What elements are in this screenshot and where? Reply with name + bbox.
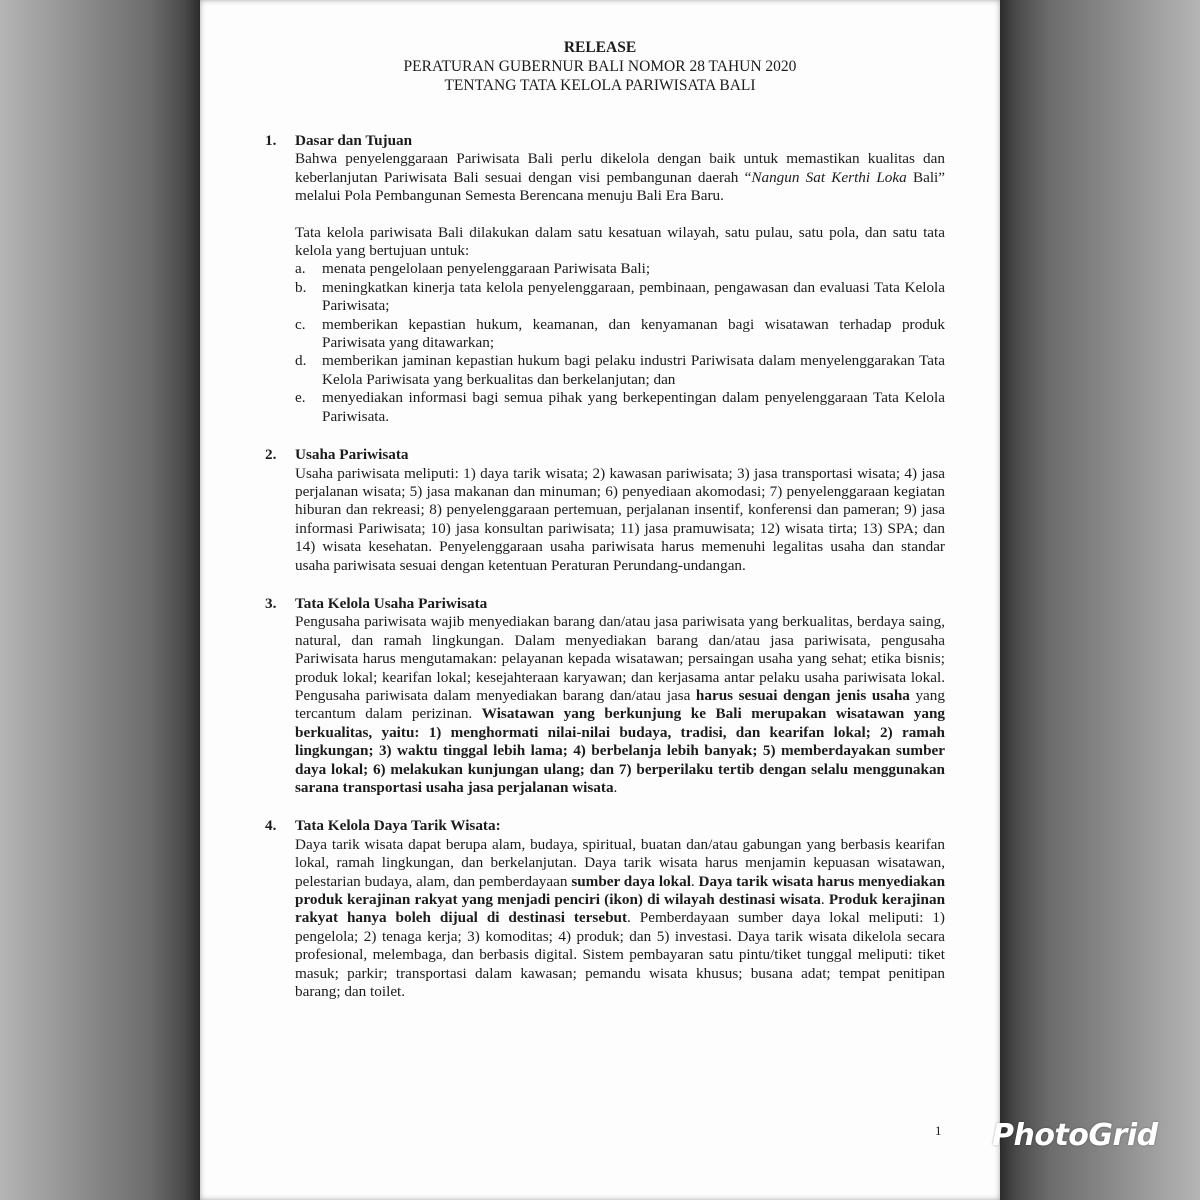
list-item-text: memberikan kepastian hukum, keamanan, dan kenyamanan bagi wisatawan terhadap produk Pariwisata yang ditawarkan; [322,315,945,352]
list-marker: b. [295,278,307,296]
section-3 [262,595,945,797]
regulation-title: PERATURAN GUBERNUR BALI NOMOR 28 TAHUN 2020 [403,58,797,75]
paragraph-text: Daya tarik wisata dapat berupa alam, budaya, spiritual, buatan dan/atau gabungan yang berbasis kearifan lokal, ramah lingkungan, dan berkelanjutan. Daya tarik wisata harus menjamin kepuasan wisatawan, pelestarian budaya, alam, dan pemberdayaan [295,835,945,890]
list-item [295,316,945,353]
paragraph-text: Pengusaha pariwisata wajib menyediakan barang dan/atau jasa pariwisata yang berkualitas, berdaya saing, natural, dan ramah lingkungan. Dalam menyediakan barang dan/atau jasa pariwisata, pengusaha Pariwisata harus mengutamakan: pelayanan kepada wisatawan; persaingan usaha yang sehat; etika bisnis; produk lokal; kearifan lokal; kesejahteraan karyawan; dan kerjasama antar pelaku usaha pariwisata lokal. Pengusaha pariwisata dalam menyediakan barang dan/atau jasa [295,613,945,704]
section-title: Dasar dan Tujuan [295,132,413,149]
document-page [200,0,1000,1200]
section-title: Tata Kelola Daya Tarik Wisata: [295,817,501,835]
list-marker: a. [295,260,306,278]
document-header [200,38,1000,95]
list-item-text: memberikan jaminan kepastian hukum bagi pelaku industri Pariwisata dalam menyelenggarakan Tata Kelola Pariwisata yang berkualitas dan berkelanjutan; dan [322,352,945,388]
document-body [262,132,945,1001]
section-number: 1. [265,132,277,149]
bold-phrase: Daya tarik wisata harus menyediakan produk kerajinan rakyat yang menjadi penciri (ikon) di wilayah destinasi wisata [295,872,946,909]
list-item-text: meningkatkan kinerja tata kelola penyelenggaraan, pembinaan, pengawasan dan evaluasi Tata Kelola Pariwisata; [322,278,945,315]
italic-phrase: Nangun Sat Kerthi Loka [751,168,907,186]
section-2 [262,446,945,575]
section-number: 3. [265,594,277,612]
section-1 [262,132,945,426]
left-gray-border [0,0,200,1200]
paragraph-text: Bahwa penyelenggaraan Pariwisata Bali perlu dikelola dengan baik untuk memastikan kualitas dan keberlanjutan Pariwisata Bali sesuai dengan visi pembangunan daerah “ [295,150,945,186]
list-item-text: menyediakan informasi bagi semua pihak yang berkepentingan dalam penyelenggaraan Tata Kelola Pariwisata. [322,389,945,425]
bold-phrase: Produk kerajinan rakyat hanya boleh dijual di destinasi tersebut [295,891,946,927]
list-item-text: menata pengelolaan penyelenggaraan Pariwisata Bali; [322,260,651,278]
section-paragraph [295,836,945,1002]
section-title: Tata Kelola Usaha Pariwisata [295,594,488,612]
section-paragraph [295,613,945,797]
list-item [295,352,945,389]
section-paragraph [295,150,945,205]
section-paragraph: Tata kelola pariwisata Bali dilakukan dalam satu kesatuan wilayah, satu pulau, satu pola, dan satu tata kelola yang bertujuan untuk: [295,223,945,260]
paragraph-text: . [820,891,829,909]
list-item [295,260,945,278]
right-gray-border [1000,0,1200,1200]
paragraph-text: . [690,872,699,890]
list-marker: d. [295,352,307,370]
paragraph-text: . Pemberdayaan sumber daya lokal meliputi: 1) pengelola; 2) tenaga kerja; 3) komoditas; 4) produk; dan 5) investasi. Daya tarik wisata dikelola secara profesional, melembaga, dan berbasis digital. Sistem pembayaran satu pintu/tiket tunggal meliputi: tiket masuk; parkir; transportasi dalam kawasan; pemandu wisata khusus; busana adat; tempat penitipan barang; dan toilet. [295,909,945,1001]
objectives-list [295,260,945,426]
section-4 [262,817,945,1001]
regulation-subtitle: TENTANG TATA KELOLA PARIWISATA BALI [444,77,756,94]
release-title: RELEASE [563,39,637,56]
section-paragraph: Usaha pariwisata meliputi: 1) daya tarik wisata; 2) kawasan pariwisata; 3) jasa transportasi wisata; 4) jasa perjalanan wisata; 5) jasa makanan dan minuman; 6) penyediaan akomodasi; 7) penyelenggaraan kegiatan hiburan dan rekreasi; 8) penyelenggaraan pertemuan, perjalanan insentif, konferensi dan pameran; 9) jasa informasi Pariwisata; 10) jasa konsultan pariwisata; 11) jasa pramuwisata; 12) wisata tirta; 13) SPA; dan 14) wisata kesehatan. Penyelenggaraan usaha pariwisata harus memenuhi legalitas usaha dan standar usaha pariwisata sesuai dengan ketentuan Peraturan Perundang-undangan. [295,464,945,574]
bold-phrase: Wisatawan yang berkunjung ke Bali merupakan wisatawan yang berkualitas, yaitu: 1) menghormati nilai-nilai budaya, tradisi, dan kearifan lokal; 2) ramah lingkungan; 3) waktu tinggal lebih lama; 4) berbelanja lebih banyak; 5) memberdayakan sumber daya lokal; 6) melakukan kunjungan ulang; dan 7) berperilaku tertib dengan selalu menggunakan sarana transportasi usaha jasa perjalanan wisata [295,705,945,796]
paragraph-text: yang tercantum dalam perizinan. [295,686,945,723]
section-number: 2. [265,446,277,464]
paragraph-text: Bali” melalui Pola Pembangunan Semesta Berencana menuju Bali Era Baru. [295,168,945,205]
section-title: Usaha Pariwisata [295,446,409,464]
bold-phrase: sumber daya lokal [571,872,691,890]
section-number: 4. [265,817,277,835]
list-item [295,279,945,316]
bold-phrase: harus sesuai dengan jenis usaha [695,686,910,704]
list-item [295,389,945,426]
list-marker: c. [295,315,306,333]
list-marker: e. [295,389,306,407]
page-number: 1 [935,1123,942,1138]
photogrid-watermark: PhotoGrid [992,1118,1158,1153]
paragraph-text: . [613,779,618,796]
